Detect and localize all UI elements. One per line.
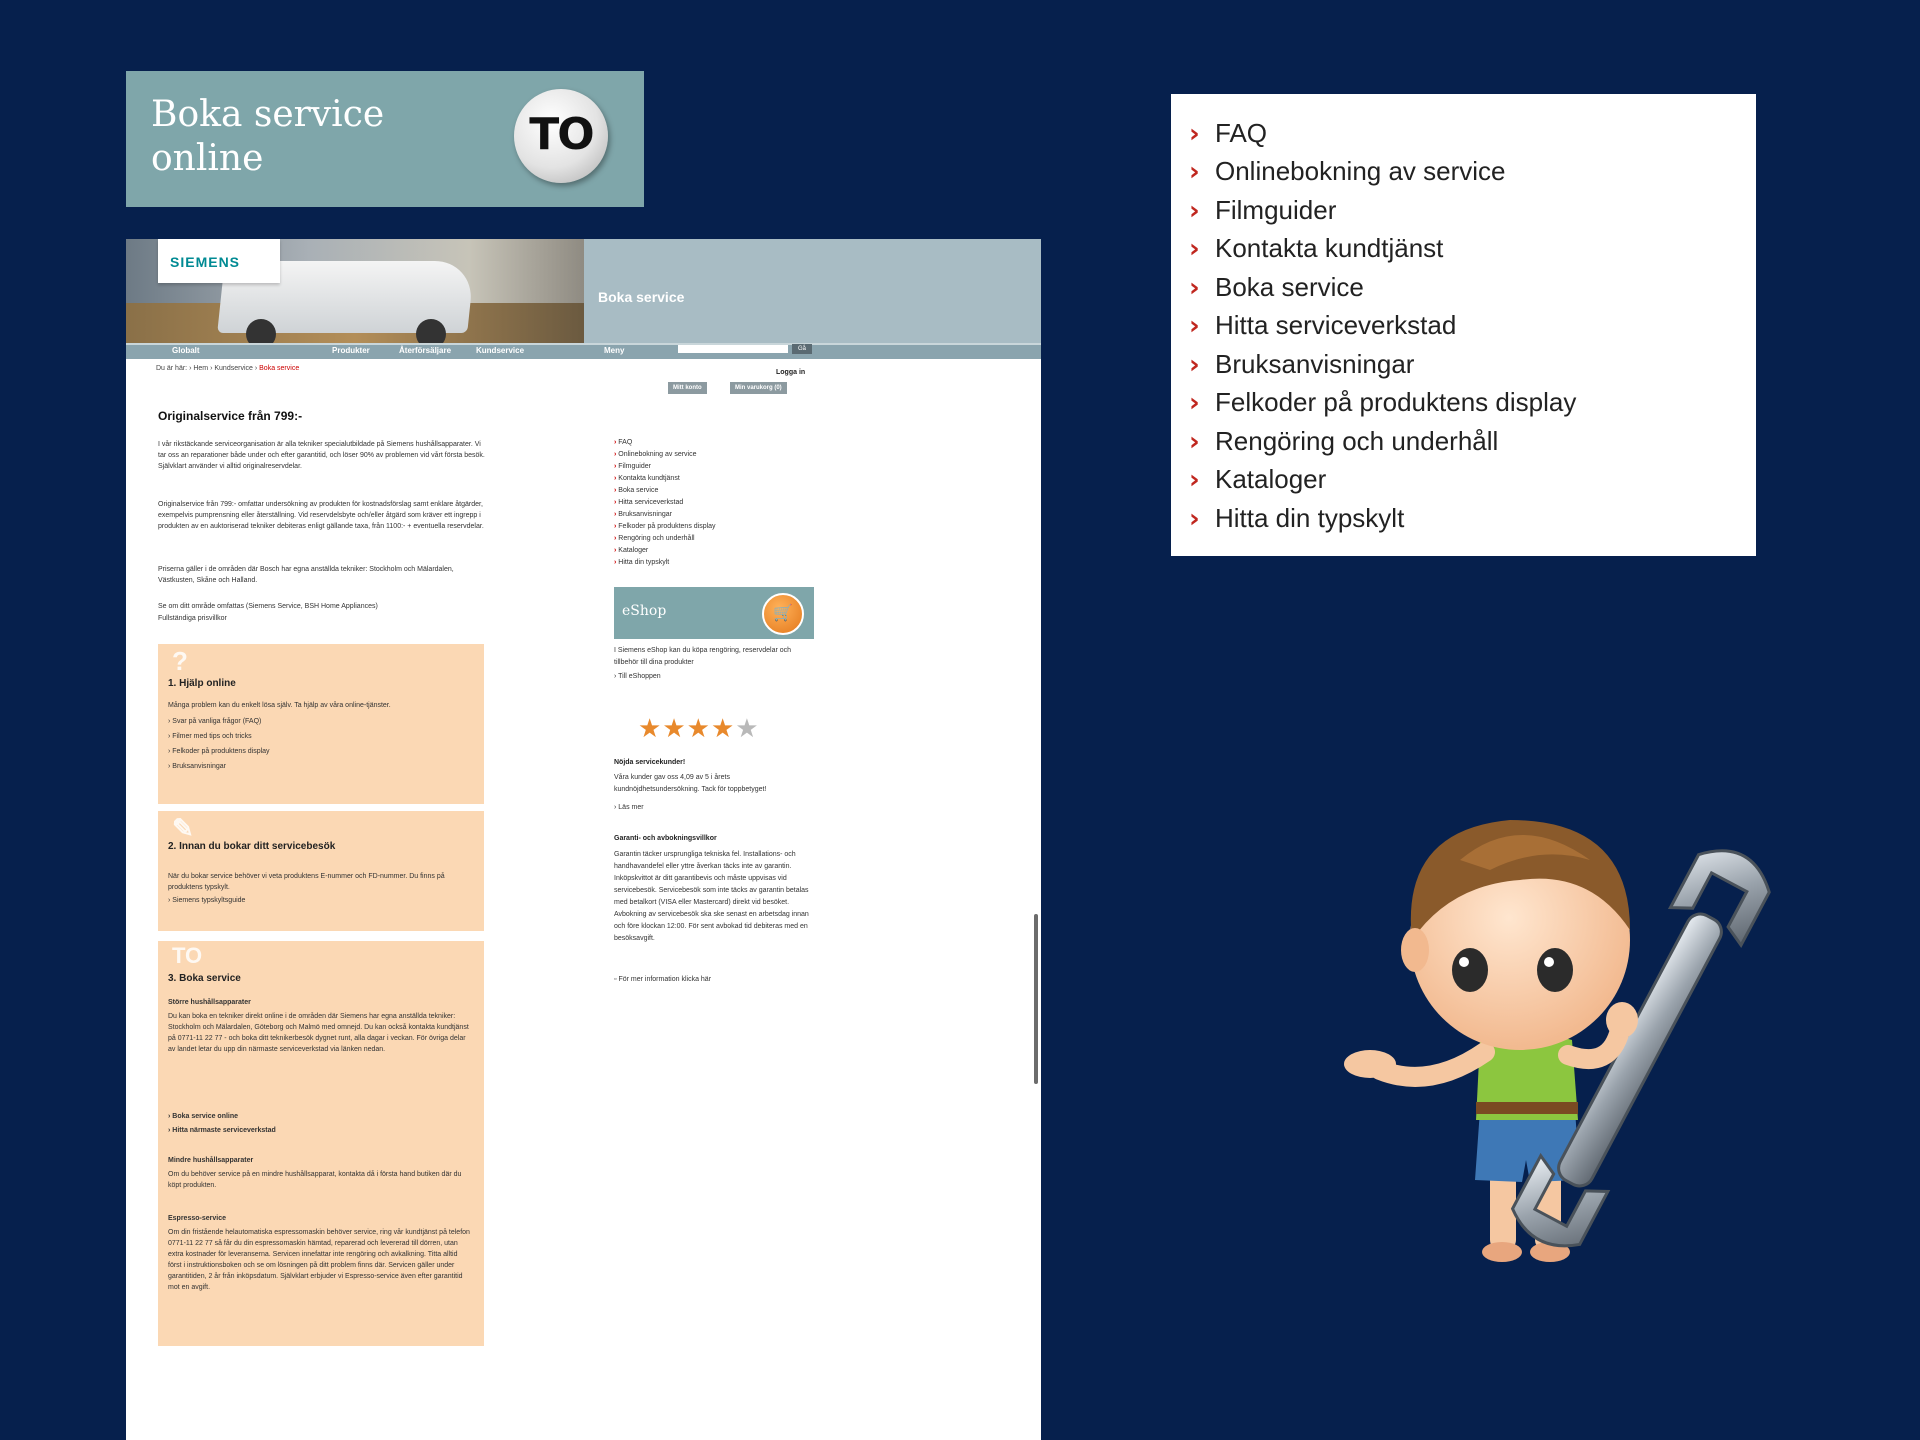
chevron-right-icon: › [1189,427,1200,457]
step-2-title: 2. Innan du bokar ditt servicebesök [168,841,336,852]
step-1-text: Många problem kan du enkelt lösa själv. Ta hjälp av våra online-tjänster. [168,702,391,709]
step-2-text: När du bokar service behöver vi veta produktens E-nummer och FD-nummer. Du finns på produktens typskylt. [168,873,445,891]
faq-link[interactable]: › Svar på vanliga frågor (FAQ) [168,718,262,725]
nav-globalt[interactable]: Globalt [172,346,200,355]
side-link-faq[interactable]: › FAQ [614,437,716,449]
quick-link-cleaning[interactable]: › Rengöring och underhåll [1189,426,1499,457]
cart-button[interactable]: Min varukorg (0) [730,382,787,394]
side-link-online-booking[interactable]: › Onlinebokning av service [614,449,716,461]
star-icon: ★ [710,713,736,743]
nav-aterforsaljare[interactable]: Återförsäljare [399,346,452,355]
header-panel [584,239,1041,343]
quick-link-faq[interactable]: › FAQ [1189,118,1268,149]
chevron-right-icon: › [1189,465,1200,495]
step-book-service [158,941,484,1346]
star-icon: ★ [638,713,663,743]
quick-link-manuals[interactable]: › Bruksanvisningar [1189,349,1415,380]
side-link-error-codes[interactable]: › Felkoder på produktens display [614,521,716,533]
films-link[interactable]: › Filmer med tips och tricks [168,733,252,740]
quick-link-error-codes[interactable]: › Felkoder på produktens display [1189,387,1577,418]
book-online-link[interactable]: › Boka service online [168,1113,239,1120]
side-link-film-guides[interactable]: › Filmguider [614,461,716,473]
eshop-text: I Siemens eShop kan du köpa rengöring, reservdelar och tillbehör till dina produkter [614,647,792,666]
price-terms-link[interactable]: Fullständiga prisvillkor [158,615,227,622]
espresso-text: Om din fristående helautomatiska espressomaskin behöver service, ring vår kundtjänst på telefon 0771-11 22 77 så får du din espressomaskin hämtad, reparerad och levererad till dörren, utan extra kostnader för leveranserna. Servicen innefattar inte rengöring och avkalkning. Titta alltid först i instruktionsboken och se om lösningen på ditt problem finns där. Servicen gäller under garantitiden, 2 år från inköpsdatum. Självklart erbjuder vi Espresso-service även efter garantitid mot en avgift. [168,1229,470,1291]
breadcrumb-prefix: Du är här: [156,365,188,372]
quick-link-film-guides[interactable]: › Filmguider [1189,195,1337,226]
intro-paragraph-3: Priserna gäller i de områden där Bosch har egna anställda tekniker: Stockholm och Mälardalen, Västkusten, Skåne och Halland. [158,566,454,584]
eshop-link[interactable]: › Till eShoppen [614,673,661,680]
tool-badge-glyph: TO [529,109,593,160]
terms-more-info-link[interactable]: ▫ För mer information klicka här [614,976,712,983]
area-link[interactable]: Se om ditt område omfattas (Siemens Service, BSH Home Appliances) [158,603,378,610]
large-appliances-heading: Större hushållsapparater [168,999,251,1006]
chevron-right-icon: › [1189,196,1200,226]
espresso-heading: Espresso-service [168,1215,226,1222]
mascot-illustration [1340,790,1800,1280]
quick-link-typeplate[interactable]: › Hitta din typskylt [1189,503,1405,534]
star-icon: ★ [662,713,687,743]
chevron-right-icon: › [1189,119,1200,149]
nav-produkter[interactable]: Produkter [332,346,370,355]
chevron-right-icon: › [1189,311,1200,341]
eshop-banner[interactable] [614,587,814,639]
manuals-link[interactable]: › Bruksanvisningar [168,763,226,770]
step-before-booking [158,811,484,931]
nearest-workshop-link[interactable]: › Hitta närmaste serviceverkstad [168,1127,276,1134]
rating-text: Våra kunder gav oss 4,09 av 5 i årets kundnöjdhetsundersökning. Tack för toppbetyget! [614,774,767,793]
chevron-right-icon: › [1189,504,1200,534]
nav-meny[interactable]: Meny [604,346,625,355]
step-3-text: Du kan boka en tekniker direkt online i de områden där Siemens har egna anställda tekniker: Stockholm och Mälardalen, Göteborg och Malmö med omnejd. Du kan också kontakta kundtjänst på 0771-11 22 77 - och boka ditt teknikerbesök dygnet runt, alla dagar i veckan. För övriga delar av landet letar du upp din närmaste serviceverkstad via länken nedan. [168,1013,469,1053]
quick-link-workshop[interactable]: › Hitta serviceverkstad [1189,310,1457,341]
boka-service-banner[interactable] [126,71,644,207]
side-link-typeplate[interactable]: › Hitta din typskylt [614,557,716,569]
intro-paragraph-1: I vår rikstäckande serviceorganisation är alla tekniker specialutbildade på Siemens hushållsapparater. Vi tar oss an reparationer både under och efter garantitid, och löser 90% av problemen vid vårt första besök. Självklart använder vi alltid originalreservdelar. [158,441,485,470]
star-empty-icon: ★ [735,713,760,743]
side-link-cleaning[interactable]: › Rengöring och underhåll [614,533,716,545]
question-icon: ? [172,646,188,676]
service-page-screenshot [126,239,1041,1440]
brand-name: SIEMENS [170,254,241,270]
banner-title: Boka service online [151,94,385,179]
search-go-button[interactable]: Gå [792,344,812,354]
eshop-title: eShop [622,603,667,619]
breadcrumb-hem[interactable]: Hem [193,365,209,372]
chevron-right-icon: › [1189,388,1200,418]
rating-heading: Nöjda servicekunder! [614,759,686,766]
side-link-manuals[interactable]: › Bruksanvisningar [614,509,716,521]
terms-text: Garantin täcker ursprungliga tekniska fel. Installations- och handhavandefel eller yttre åverkan täcks inte av garantin. Inköpskvittot är ditt garantibevis och måste uppvisas vid servicebesök. Servicebesök som inte täcks av garantin betalas med betalkort (VISA eller Mastercard) direkt vid besöket. Avbokning av servicebesök ska ske senast en arbetsdag innan och före klockan 12:00. För sent avbokad tid debiteras med en besöksavgift. [614,851,809,942]
pen-icon: ✎ [172,813,194,843]
rating-read-more-link[interactable]: › Läs mer [614,804,644,811]
chevron-right-icon: › [1189,234,1200,264]
typeplate-guide-link[interactable]: › Siemens typskyltsguide [168,897,246,904]
main-heading: Originalservice från 799:- [158,409,303,423]
step-3-title: 3. Boka service [168,973,241,984]
chevron-right-icon: › [1189,350,1200,380]
chevron-right-icon: › [1189,273,1200,303]
chevron-right-icon: › [1189,157,1200,187]
side-link-catalogs[interactable]: › Kataloger [614,545,716,557]
top-navigation [126,343,1041,359]
quick-link-contact[interactable]: › Kontakta kundtjänst [1189,233,1444,264]
login-link[interactable]: Logga in [776,369,806,376]
star-icon: ★ [686,713,711,743]
small-appliances-text: Om du behöver service på en mindre hushållsapparat, kontakta då i första hand butiken där du köpt produkten. [168,1171,462,1189]
siemens-logo[interactable] [158,239,280,283]
side-link-book-service[interactable]: › Boka service [614,485,716,497]
my-account-button[interactable]: Mitt konto [668,382,707,394]
quick-link-book-service[interactable]: › Boka service [1189,272,1364,303]
header-title: Boka service [598,289,685,305]
nav-kundservice[interactable]: Kundservice [476,346,525,355]
error-codes-link[interactable]: › Felkoder på produktens display [168,748,270,755]
tool-icon: TO [172,943,203,968]
breadcrumb-current: Boka service [259,365,300,372]
terms-heading: Garanti- och avbokningsvillkor [614,835,717,842]
side-link-list [614,437,716,569]
breadcrumb-kundservice[interactable]: Kundservice [214,365,253,372]
scrollbar[interactable] [1034,914,1038,1084]
search-input[interactable] [678,345,788,353]
intro-paragraph-2: Originalservice från 799:- omfattar undersökning av produkten för kostnadsförslag samt enklare åtgärder, exempelvis pumprensning eller återställning. Vid reservdelsbyte och/eller åtgärd som kräver ett ingrepp i produkten av en auktoriserad tekniker debiteras enligt gällande taxa, från 1100:- + eventuella reservdelar. [158,501,484,530]
side-link-workshop[interactable]: › Hitta serviceverkstad [614,497,716,509]
step-help-online [158,644,484,804]
small-appliances-heading: Mindre hushållsapparater [168,1157,254,1164]
cart-icon: 🛒 [762,593,804,635]
quick-link-online-booking[interactable]: › Onlinebokning av service [1189,156,1506,187]
quick-link-catalogs[interactable]: › Kataloger [1189,464,1327,495]
rating-stars [638,713,760,744]
tool-badge-icon [514,89,608,183]
side-link-contact[interactable]: › Kontakta kundtjänst [614,473,716,485]
quick-link-list [1171,94,1756,556]
breadcrumb: Du är här: › Hem › Kundservice › Boka service [156,365,300,372]
step-1-title: 1. Hjälp online [168,678,236,689]
